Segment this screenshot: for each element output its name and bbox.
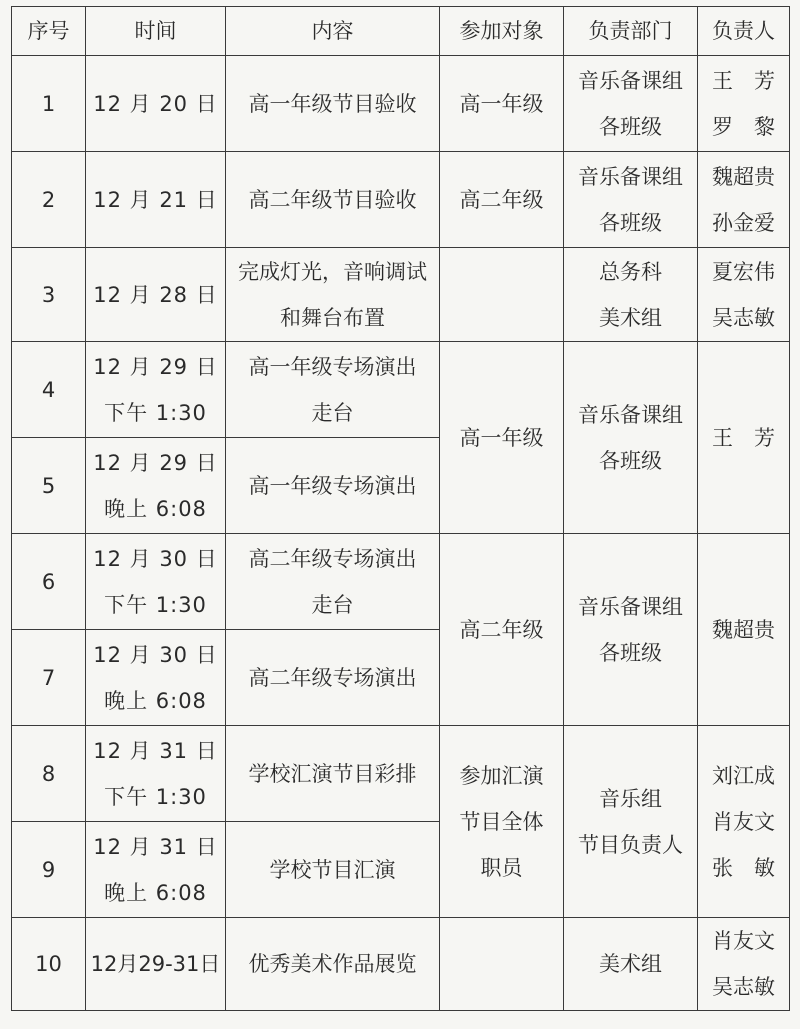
cell-target — [440, 56, 564, 152]
content-line: 高一年级专场演出 — [248, 473, 417, 498]
cell-dept — [564, 726, 698, 918]
person-line: 刘江成 — [712, 763, 775, 788]
cell-no: 5 — [12, 438, 86, 534]
cell-dept — [564, 918, 698, 1011]
dept-line: 节目负责人 — [578, 832, 683, 857]
time-line: 12 月 21 日 — [93, 187, 218, 212]
content-line: 完成灯光，音响调试 — [238, 259, 427, 284]
dept-line: 各班级 — [599, 448, 662, 473]
table-row — [12, 726, 790, 822]
cell-no: 9 — [12, 822, 86, 918]
cell-target — [440, 534, 564, 726]
cell-no: 8 — [12, 726, 86, 822]
time-line: 下午 1:30 — [104, 400, 207, 425]
cell-time — [86, 438, 226, 534]
cell-content — [226, 248, 440, 342]
cell-time — [86, 342, 226, 438]
person-line: 王 芳 — [712, 68, 775, 93]
time-line: 晚上 6:08 — [104, 496, 207, 521]
cell-no: 2 — [12, 152, 86, 248]
content-line: 高一年级专场演出 — [248, 354, 417, 379]
content-line: 高二年级专场演出 — [248, 665, 417, 690]
dept-line: 总务科 — [599, 259, 662, 284]
time-line: 下午 1:30 — [104, 784, 207, 809]
time-line: 12 月 29 日 — [93, 354, 218, 379]
person-line: 肖友文 — [712, 809, 775, 834]
cell-content — [226, 342, 440, 438]
cell-dept — [564, 248, 698, 342]
cell-no: 4 — [12, 342, 86, 438]
cell-time — [86, 534, 226, 630]
dept-line: 音乐备课组 — [578, 68, 683, 93]
cell-person — [698, 152, 790, 248]
cell-content — [226, 726, 440, 822]
person-line: 张 敏 — [712, 855, 775, 880]
cell-target — [440, 342, 564, 534]
dept-line: 美术组 — [599, 952, 662, 976]
cell-dept — [564, 152, 698, 248]
table-row — [12, 918, 790, 1011]
target-line: 节目全体 — [459, 809, 544, 834]
content-line: 优秀美术作品展览 — [248, 952, 417, 976]
header-cell-time: 时间 — [86, 7, 226, 56]
header-cell-content: 内容 — [226, 7, 440, 56]
cell-time — [86, 248, 226, 342]
time-line: 12 月 31 日 — [93, 738, 218, 763]
cell-target — [440, 726, 564, 918]
cell-dept — [564, 342, 698, 534]
cell-dept — [564, 56, 698, 152]
cell-content — [226, 438, 440, 534]
cell-content — [226, 918, 440, 1011]
cell-time — [86, 918, 226, 1011]
dept-line: 各班级 — [599, 210, 662, 235]
target-line: 参加汇演 — [459, 763, 544, 788]
time-line: 晚上 6:08 — [104, 688, 207, 713]
cell-target — [440, 248, 564, 342]
header-cell-target: 参加对象 — [440, 7, 564, 56]
person-line: 魏超贵 — [712, 164, 775, 189]
time-line: 12月29-31日 — [90, 952, 221, 976]
cell-no: 7 — [12, 630, 86, 726]
table-row — [12, 342, 790, 438]
dept-line: 美术组 — [599, 305, 662, 330]
cell-content — [226, 534, 440, 630]
dept-line: 各班级 — [599, 640, 662, 665]
person-line: 吴志敏 — [712, 305, 775, 330]
content-line: 走台 — [311, 592, 354, 617]
cell-no: 10 — [12, 918, 86, 1011]
person-line: 魏超贵 — [712, 617, 775, 642]
dept-line: 音乐备课组 — [578, 164, 683, 189]
dept-line: 音乐组 — [599, 786, 662, 811]
cell-time — [86, 56, 226, 152]
time-line: 下午 1:30 — [104, 592, 207, 617]
time-line: 12 月 29 日 — [93, 450, 218, 475]
cell-content — [226, 630, 440, 726]
schedule-table — [11, 6, 790, 1011]
content-line: 和舞台布置 — [280, 305, 385, 330]
cell-content — [226, 152, 440, 248]
cell-no: 6 — [12, 534, 86, 630]
header-cell-dept: 负责部门 — [564, 7, 698, 56]
person-line: 罗 黎 — [712, 114, 775, 139]
table-row — [12, 534, 790, 630]
target-line: 高二年级 — [459, 187, 544, 212]
target-line: 高一年级 — [459, 91, 544, 116]
person-line: 肖友文 — [712, 929, 775, 953]
cell-person — [698, 726, 790, 918]
content-line: 高二年级节目验收 — [248, 187, 417, 212]
cell-target — [440, 152, 564, 248]
time-line: 12 月 30 日 — [93, 642, 218, 667]
dept-line: 音乐备课组 — [578, 402, 683, 427]
dept-line: 各班级 — [599, 114, 662, 139]
cell-target — [440, 918, 564, 1011]
content-line: 高一年级节目验收 — [248, 91, 417, 116]
table-header-row — [12, 7, 790, 56]
cell-person — [698, 918, 790, 1011]
content-line: 走台 — [311, 400, 354, 425]
cell-person — [698, 248, 790, 342]
time-line: 12 月 28 日 — [93, 282, 218, 307]
target-line: 高一年级 — [459, 425, 544, 450]
time-line: 晚上 6:08 — [104, 880, 207, 905]
table-row — [12, 152, 790, 248]
cell-time — [86, 822, 226, 918]
time-line: 12 月 20 日 — [93, 91, 218, 116]
header-cell-person: 负责人 — [698, 7, 790, 56]
cell-person — [698, 56, 790, 152]
content-line: 高二年级专场演出 — [248, 546, 417, 571]
content-line: 学校汇演节目彩排 — [248, 761, 417, 786]
dept-line: 音乐备课组 — [578, 594, 683, 619]
table-row — [12, 248, 790, 342]
person-line: 王 芳 — [712, 425, 775, 450]
target-line: 高二年级 — [459, 617, 544, 642]
cell-time — [86, 152, 226, 248]
person-line: 孙金爱 — [712, 210, 775, 235]
person-line: 吴志敏 — [712, 975, 775, 999]
person-line: 夏宏伟 — [712, 259, 775, 284]
header-cell-no: 序号 — [12, 7, 86, 56]
cell-dept — [564, 534, 698, 726]
cell-time — [86, 726, 226, 822]
cell-no: 3 — [12, 248, 86, 342]
cell-time — [86, 630, 226, 726]
cell-content — [226, 56, 440, 152]
table-row — [12, 56, 790, 152]
cell-no: 1 — [12, 56, 86, 152]
cell-content — [226, 822, 440, 918]
target-line: 职员 — [480, 855, 523, 880]
cell-person — [698, 342, 790, 534]
time-line: 12 月 31 日 — [93, 834, 218, 859]
cell-person — [698, 534, 790, 726]
time-line: 12 月 30 日 — [93, 546, 218, 571]
content-line: 学校节目汇演 — [269, 857, 396, 882]
